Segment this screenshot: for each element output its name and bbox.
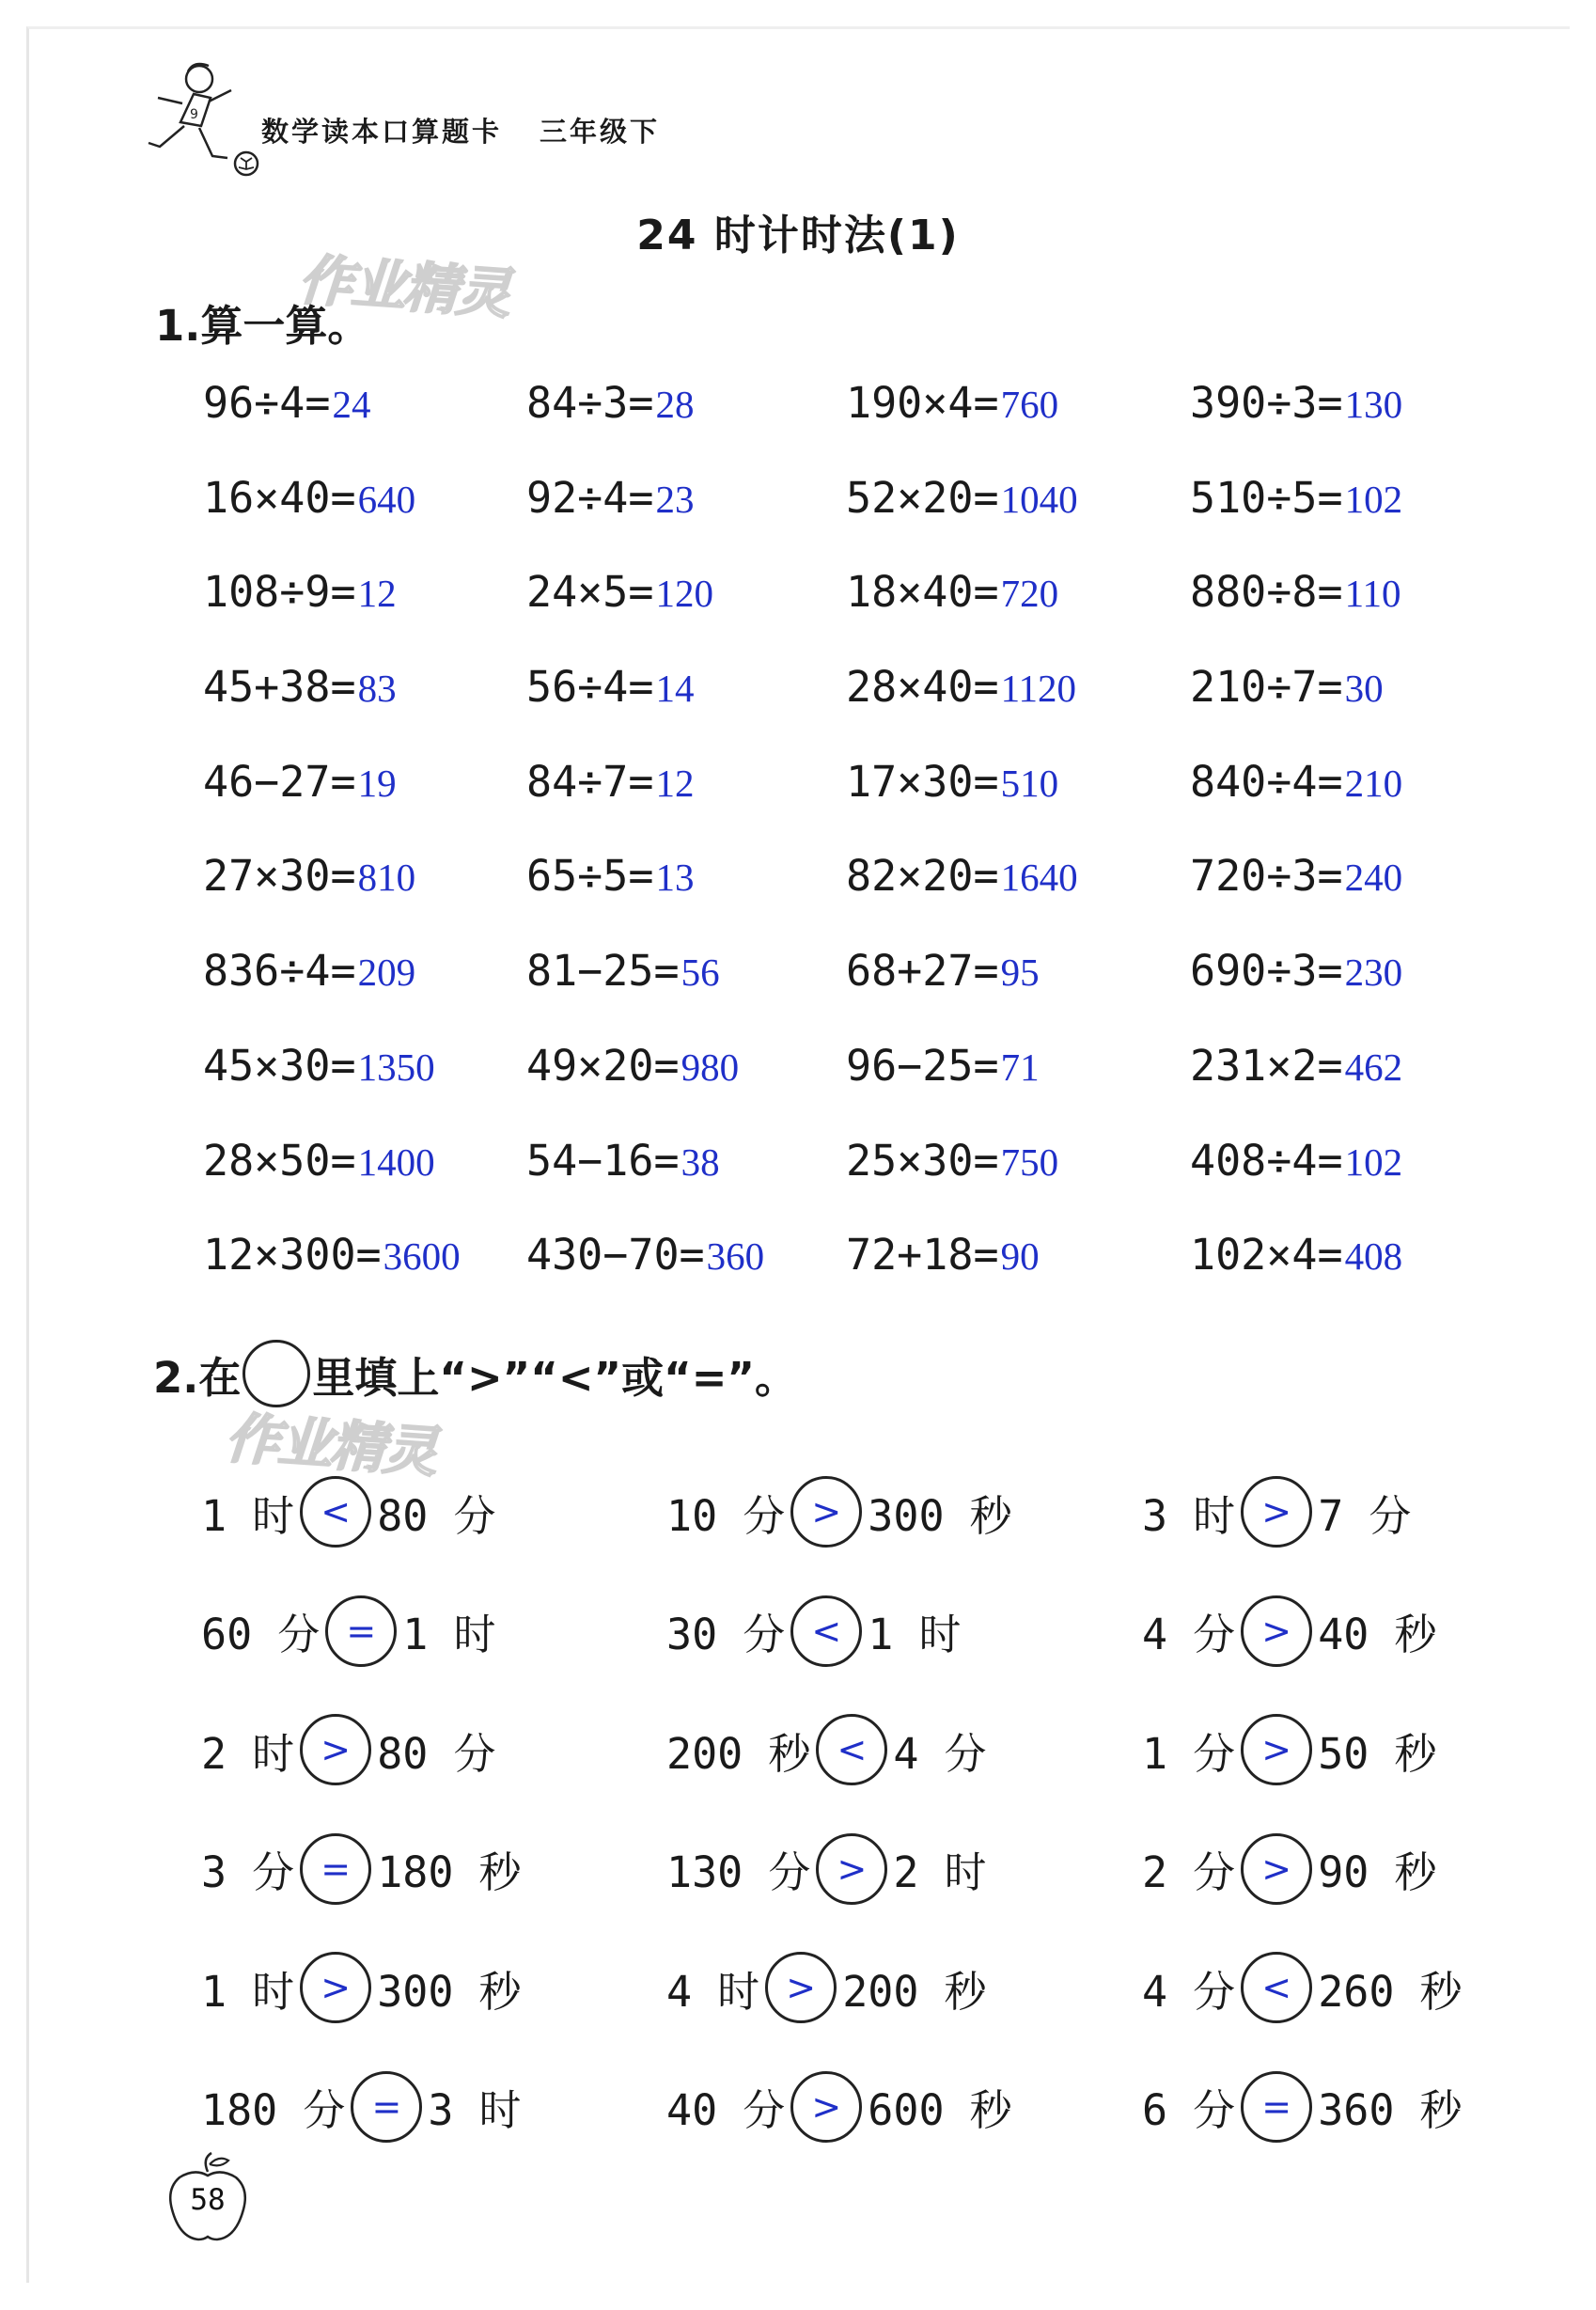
calc-expression: 49×20= bbox=[526, 1040, 680, 1091]
comparison-symbol: > bbox=[786, 1967, 817, 2009]
calc-item bbox=[526, 567, 846, 662]
calc-expression: 72+18= bbox=[846, 1230, 999, 1281]
comparison-right: 80 分 bbox=[377, 1728, 496, 1779]
calc-item bbox=[203, 1230, 526, 1325]
calc-answer: 14 bbox=[655, 667, 695, 711]
comparison-right: 3 时 bbox=[428, 2085, 522, 2136]
comparison-left: 3 分 bbox=[201, 1847, 295, 1898]
calc-expression: 65÷5= bbox=[526, 851, 654, 902]
comparison-left: 1 时 bbox=[201, 1490, 295, 1541]
calc-answer: 1350 bbox=[357, 1045, 435, 1089]
calc-item bbox=[203, 946, 526, 1041]
calc-answer: 83 bbox=[357, 667, 397, 711]
answer-circle bbox=[351, 2071, 422, 2143]
comparison-symbol: = bbox=[321, 1847, 352, 1890]
calc-expression: 28×40= bbox=[846, 662, 999, 713]
comparison-item bbox=[666, 1928, 1142, 2048]
comparison-right: 40 秒 bbox=[1318, 1610, 1437, 1660]
watermark: 作业精灵 bbox=[223, 1406, 438, 1485]
comparison-left: 4 分 bbox=[1142, 1610, 1236, 1660]
answer-circle bbox=[325, 1595, 397, 1667]
comparison-item bbox=[201, 1690, 666, 1810]
calc-answer: 102 bbox=[1344, 477, 1403, 521]
answer-circle bbox=[300, 1714, 371, 1785]
comparison-symbol: > bbox=[1261, 1610, 1292, 1652]
comparison-symbol: > bbox=[811, 1491, 842, 1533]
calc-expression: 45+38= bbox=[203, 662, 356, 713]
calc-expression: 56÷4= bbox=[526, 662, 654, 713]
calc-answer: 1400 bbox=[357, 1139, 435, 1184]
calc-item bbox=[846, 851, 1190, 946]
section-2-label-before: 2.在 bbox=[153, 1352, 242, 1403]
calc-item bbox=[1190, 1041, 1510, 1136]
calc-expression: 690÷3= bbox=[1190, 946, 1343, 997]
calc-item bbox=[203, 851, 526, 946]
comparison-right: 600 秒 bbox=[868, 2085, 1012, 2136]
comparison-symbol: > bbox=[1261, 1491, 1292, 1533]
calc-item bbox=[1190, 378, 1510, 473]
calc-expression: 25×30= bbox=[846, 1135, 999, 1186]
calc-item bbox=[846, 662, 1190, 757]
answer-circle bbox=[1241, 1476, 1312, 1548]
calc-item bbox=[1190, 946, 1510, 1041]
comparison-item bbox=[1142, 2048, 1518, 2167]
comparison-left: 180 分 bbox=[201, 2085, 346, 2136]
book-header bbox=[261, 111, 660, 149]
calc-item bbox=[526, 378, 846, 473]
calc-answer: 408 bbox=[1344, 1234, 1403, 1279]
answer-circle bbox=[790, 1595, 862, 1667]
comparison-symbol: < bbox=[837, 1729, 868, 1771]
calc-answer: 30 bbox=[1344, 667, 1384, 711]
calc-answer: 23 bbox=[655, 477, 695, 521]
calc-expression: 12×300= bbox=[203, 1230, 382, 1281]
calc-item bbox=[203, 1041, 526, 1136]
comparison-left: 10 分 bbox=[666, 1490, 786, 1541]
soccer-player-logo-icon bbox=[141, 58, 263, 190]
comparison-right: 260 秒 bbox=[1318, 1966, 1463, 2017]
comparison-symbol: > bbox=[321, 1967, 352, 2009]
calc-answer: 720 bbox=[1000, 572, 1059, 616]
section-2-label-after: 里填上“>”“<”或“=”。 bbox=[312, 1352, 797, 1403]
comparison-left: 4 时 bbox=[666, 1966, 760, 2017]
comparison-item bbox=[201, 1928, 666, 2048]
comparison-symbol: > bbox=[1261, 1847, 1292, 1890]
answer-circle bbox=[765, 1952, 837, 2023]
comparison-left: 1 分 bbox=[1142, 1728, 1236, 1779]
calc-answer: 1640 bbox=[1000, 856, 1078, 900]
calc-item bbox=[846, 1041, 1190, 1136]
calc-item bbox=[846, 1136, 1190, 1231]
calc-expression: 390÷3= bbox=[1190, 378, 1343, 428]
calc-expression: 880÷8= bbox=[1190, 567, 1343, 618]
comparison-symbol: < bbox=[811, 1610, 842, 1652]
comparison-item bbox=[201, 1453, 666, 1572]
book-title: 数学读本口算题卡 bbox=[261, 116, 503, 148]
calc-answer: 1120 bbox=[1000, 667, 1077, 711]
watermark: 作业精灵 bbox=[296, 247, 511, 326]
calc-answer: 510 bbox=[1000, 761, 1059, 805]
calc-expression: 840÷4= bbox=[1190, 756, 1343, 807]
comparison-symbol: > bbox=[1261, 1729, 1292, 1771]
calc-item bbox=[526, 1041, 846, 1136]
blank-circle-icon bbox=[243, 1340, 310, 1407]
answer-circle bbox=[790, 2071, 862, 2143]
calc-expression: 68+27= bbox=[846, 946, 999, 997]
comparison-item bbox=[1142, 1810, 1518, 1929]
answer-circle bbox=[300, 1952, 371, 2023]
comparison-item bbox=[1142, 1572, 1518, 1691]
calc-item bbox=[1190, 567, 1510, 662]
calc-item bbox=[526, 757, 846, 852]
comparison-right: 1 时 bbox=[868, 1610, 962, 1660]
grade-label: 三年级下 bbox=[540, 116, 661, 148]
calc-expression: 210÷7= bbox=[1190, 662, 1343, 713]
section-1-title: 1.算一算。 bbox=[155, 301, 370, 351]
comparison-right: 360 秒 bbox=[1318, 2085, 1463, 2136]
calc-item bbox=[846, 1230, 1190, 1325]
calc-answer: 640 bbox=[357, 477, 416, 521]
page-title: 24 时计时法(1) bbox=[636, 212, 960, 259]
calc-expression: 82×20= bbox=[846, 851, 999, 902]
comparison-grid bbox=[201, 1453, 1518, 2166]
answer-circle bbox=[1241, 1714, 1312, 1785]
comparison-symbol: < bbox=[321, 1491, 352, 1533]
answer-circle bbox=[816, 1714, 887, 1785]
calc-item bbox=[526, 946, 846, 1041]
calc-answer: 1040 bbox=[1000, 477, 1078, 521]
calc-expression: 720÷3= bbox=[1190, 851, 1343, 902]
calc-answer: 56 bbox=[681, 951, 720, 995]
answer-circle bbox=[1241, 1952, 1312, 2023]
calc-answer: 71 bbox=[1000, 1045, 1040, 1089]
calc-item bbox=[203, 662, 526, 757]
calc-answer: 120 bbox=[655, 572, 713, 616]
calc-answer: 760 bbox=[1000, 383, 1059, 426]
calc-item bbox=[526, 851, 846, 946]
calculation-grid bbox=[203, 378, 1510, 1325]
answer-circle bbox=[1241, 1833, 1312, 1905]
calc-answer: 13 bbox=[655, 856, 695, 900]
comparison-item bbox=[1142, 1453, 1518, 1572]
calc-answer: 38 bbox=[681, 1139, 720, 1184]
svg-text:9: 9 bbox=[190, 107, 198, 122]
calc-item bbox=[846, 946, 1190, 1041]
calc-expression: 24×5= bbox=[526, 567, 654, 618]
comparison-item bbox=[201, 2048, 666, 2167]
calc-answer: 980 bbox=[681, 1045, 740, 1089]
comparison-right: 300 秒 bbox=[377, 1966, 522, 2017]
comparison-symbol: < bbox=[1261, 1967, 1292, 2009]
comparison-left: 40 分 bbox=[666, 2085, 786, 2136]
page-number: 58 bbox=[190, 2183, 226, 2217]
calc-item bbox=[526, 662, 846, 757]
calc-answer: 360 bbox=[706, 1234, 765, 1279]
section-2-title bbox=[153, 1340, 797, 1407]
calc-expression: 836÷4= bbox=[203, 946, 356, 997]
calc-item bbox=[846, 757, 1190, 852]
calc-item bbox=[1190, 851, 1510, 946]
answer-circle bbox=[1241, 2071, 1312, 2143]
calc-expression: 102×4= bbox=[1190, 1230, 1343, 1281]
comparison-symbol: = bbox=[346, 1610, 377, 1652]
comparison-item bbox=[201, 1572, 666, 1691]
calc-expression: 231×2= bbox=[1190, 1040, 1343, 1091]
calc-item bbox=[203, 1136, 526, 1231]
calc-expression: 84÷3= bbox=[526, 378, 654, 428]
calc-answer: 102 bbox=[1344, 1139, 1403, 1184]
calc-item bbox=[1190, 662, 1510, 757]
calc-answer: 240 bbox=[1344, 856, 1403, 900]
comparison-symbol: > bbox=[321, 1729, 352, 1771]
calc-item bbox=[1190, 1136, 1510, 1231]
comparison-item bbox=[666, 1690, 1142, 1810]
comparison-left: 2 时 bbox=[201, 1728, 295, 1779]
comparison-left: 1 时 bbox=[201, 1966, 295, 2017]
comparison-item bbox=[201, 1810, 666, 1929]
comparison-right: 4 分 bbox=[893, 1728, 987, 1779]
calc-answer: 19 bbox=[357, 761, 397, 805]
comparison-right: 2 时 bbox=[893, 1847, 987, 1898]
calc-answer: 12 bbox=[655, 761, 695, 805]
calc-item bbox=[203, 378, 526, 473]
comparison-left: 30 分 bbox=[666, 1610, 786, 1660]
calc-expression: 45×30= bbox=[203, 1040, 356, 1091]
calc-expression: 108÷9= bbox=[203, 567, 356, 618]
comparison-symbol: > bbox=[811, 2085, 842, 2128]
comparison-right: 90 秒 bbox=[1318, 1847, 1437, 1898]
comparison-left: 2 分 bbox=[1142, 1847, 1236, 1898]
answer-circle bbox=[300, 1476, 371, 1548]
comparison-symbol: = bbox=[1261, 2085, 1292, 2128]
calc-expression: 430−70= bbox=[526, 1230, 705, 1281]
calc-answer: 90 bbox=[1000, 1234, 1040, 1279]
calc-expression: 408÷4= bbox=[1190, 1135, 1343, 1186]
calc-answer: 28 bbox=[655, 383, 695, 426]
calc-item bbox=[203, 757, 526, 852]
calc-expression: 18×40= bbox=[846, 567, 999, 618]
comparison-symbol: = bbox=[371, 2085, 402, 2128]
calc-expression: 46−27= bbox=[203, 756, 356, 807]
calc-answer: 3600 bbox=[383, 1234, 461, 1279]
comparison-left: 200 秒 bbox=[666, 1728, 811, 1779]
calc-answer: 230 bbox=[1344, 951, 1403, 995]
calc-expression: 54−16= bbox=[526, 1135, 680, 1186]
calc-item bbox=[526, 1136, 846, 1231]
comparison-symbol: > bbox=[837, 1847, 868, 1890]
answer-circle bbox=[816, 1833, 887, 1905]
calc-item bbox=[203, 567, 526, 662]
calc-answer: 810 bbox=[357, 856, 416, 900]
calc-expression: 510÷5= bbox=[1190, 472, 1343, 523]
calc-expression: 52×20= bbox=[846, 472, 999, 523]
calc-expression: 96−25= bbox=[846, 1040, 999, 1091]
comparison-item bbox=[666, 2048, 1142, 2167]
comparison-right: 300 秒 bbox=[868, 1490, 1012, 1541]
answer-circle bbox=[790, 1476, 862, 1548]
calc-expression: 16×40= bbox=[203, 472, 356, 523]
calc-expression: 28×50= bbox=[203, 1135, 356, 1186]
calc-item bbox=[1190, 1230, 1510, 1325]
calc-answer: 462 bbox=[1344, 1045, 1403, 1089]
comparison-right: 80 分 bbox=[377, 1490, 496, 1541]
calc-item bbox=[203, 473, 526, 568]
comparison-right: 180 秒 bbox=[377, 1847, 522, 1898]
comparison-left: 130 分 bbox=[666, 1847, 811, 1898]
comparison-left: 4 分 bbox=[1142, 1966, 1236, 2017]
comparison-item bbox=[666, 1453, 1142, 1572]
calc-expression: 81−25= bbox=[526, 946, 680, 997]
answer-circle bbox=[1241, 1595, 1312, 1667]
calc-item bbox=[846, 378, 1190, 473]
calc-expression: 190×4= bbox=[846, 378, 999, 428]
comparison-item bbox=[666, 1572, 1142, 1691]
comparison-right: 1 时 bbox=[402, 1610, 496, 1660]
comparison-left: 60 分 bbox=[201, 1610, 321, 1660]
calc-answer: 110 bbox=[1344, 572, 1401, 616]
comparison-right: 50 秒 bbox=[1318, 1728, 1437, 1779]
comparison-right: 7 分 bbox=[1318, 1490, 1412, 1541]
calc-answer: 12 bbox=[357, 572, 397, 616]
comparison-right: 200 秒 bbox=[842, 1966, 987, 2017]
calc-answer: 130 bbox=[1344, 383, 1403, 426]
calc-expression: 96÷4= bbox=[203, 378, 331, 428]
calc-expression: 92÷4= bbox=[526, 472, 654, 523]
calc-item bbox=[846, 473, 1190, 568]
calc-expression: 17×30= bbox=[846, 756, 999, 807]
comparison-item bbox=[1142, 1928, 1518, 2048]
calc-answer: 750 bbox=[1000, 1139, 1059, 1184]
calc-answer: 24 bbox=[332, 383, 371, 426]
calc-item bbox=[1190, 473, 1510, 568]
calc-item bbox=[526, 473, 846, 568]
comparison-item bbox=[666, 1810, 1142, 1929]
calc-item bbox=[526, 1230, 846, 1325]
comparison-item bbox=[1142, 1690, 1518, 1810]
answer-circle bbox=[300, 1833, 371, 1905]
calc-answer: 210 bbox=[1344, 761, 1403, 805]
calc-item bbox=[846, 567, 1190, 662]
calc-expression: 27×30= bbox=[203, 851, 356, 902]
calc-item bbox=[1190, 757, 1510, 852]
comparison-left: 3 时 bbox=[1142, 1490, 1236, 1541]
comparison-left: 6 分 bbox=[1142, 2085, 1236, 2136]
calc-answer: 209 bbox=[357, 951, 416, 995]
calc-answer: 95 bbox=[1000, 951, 1040, 995]
calc-expression: 84÷7= bbox=[526, 756, 654, 807]
